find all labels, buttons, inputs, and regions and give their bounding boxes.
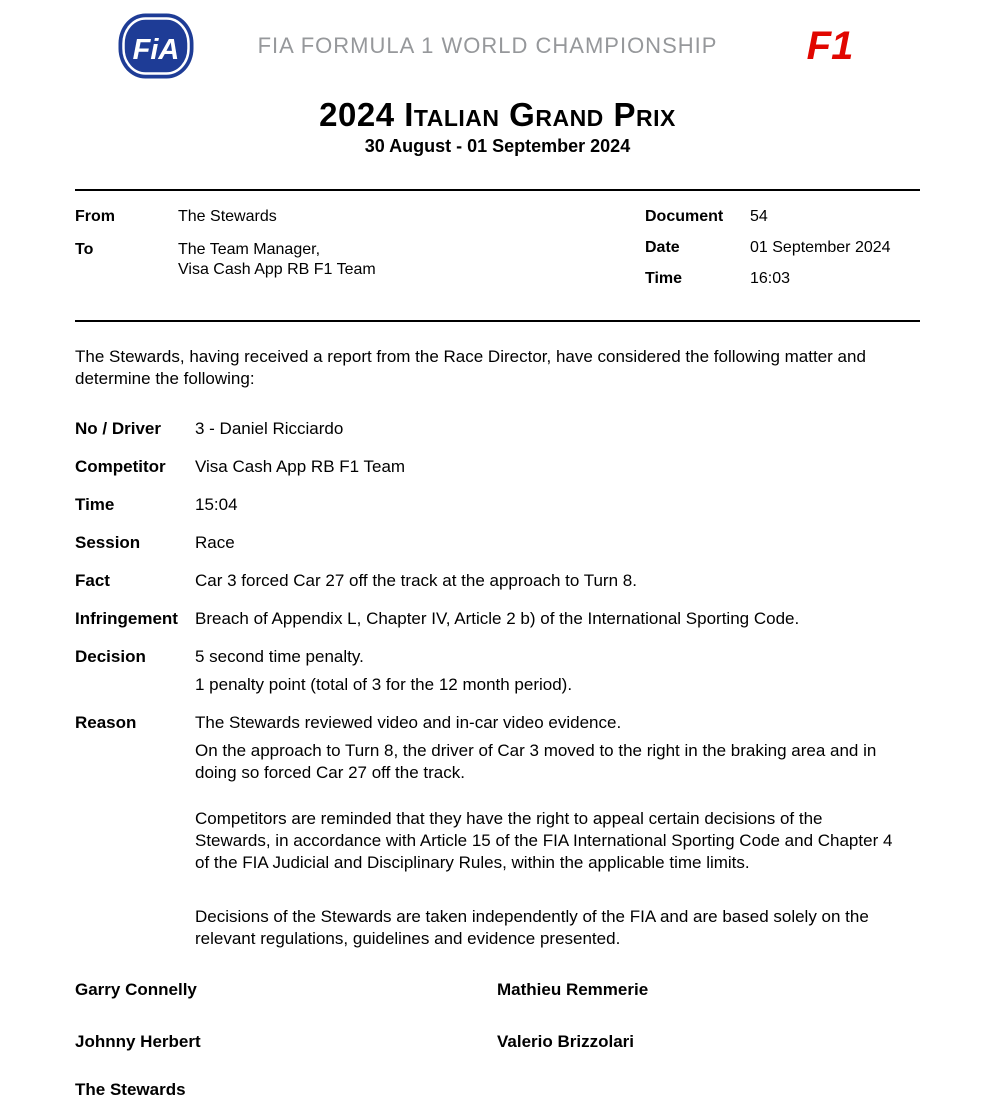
- case-time-value: 15:04: [195, 495, 238, 514]
- decision-label: Decision: [75, 647, 146, 666]
- case-details: [75, 418, 920, 784]
- signature-name: Valerio Brizzolari: [497, 1032, 634, 1051]
- case-row-session: [75, 532, 920, 554]
- session-label: Session: [75, 533, 141, 552]
- meta-table: [75, 207, 920, 300]
- session-value: Race: [195, 533, 235, 552]
- case-row-infringement: [75, 608, 920, 630]
- meta-row-from: [75, 207, 645, 227]
- meta-row-date: [645, 238, 920, 258]
- time-value: 16:03: [750, 270, 791, 287]
- no-driver-label: No / Driver: [75, 419, 161, 438]
- decision-value: [195, 646, 572, 696]
- signature-name: Johnny Herbert: [75, 1032, 201, 1051]
- case-row-competitor: [75, 456, 920, 478]
- signature-name: Mathieu Remmerie: [497, 980, 649, 999]
- meta-right-column: [645, 207, 920, 300]
- signature-footer: The Stewards: [75, 1080, 186, 1099]
- fia-logo-text: FiA: [132, 34, 180, 66]
- appeal-paragraph: Competitors are reminded that they have the right to appeal certain decisions of the Stewards, in accordance with Article 15 of the FIA International Sporting Code and Chapter 4 of the FIA Judicial and Disciplinary Rules, within the applicable time limits.: [195, 809, 893, 872]
- f1-logo-text: F1: [806, 27, 854, 65]
- reason-label: Reason: [75, 713, 137, 732]
- competitor-label: Competitor: [75, 457, 166, 476]
- independence-paragraph: Decisions of the Stewards are taken independently of the FIA and are based solely on the relevant regulations, guidelines and evidence presented.: [195, 907, 869, 948]
- decision-line1: 5 second time penalty.: [195, 647, 364, 666]
- event-dates: 30 August - 01 September 2024: [364, 136, 631, 156]
- fact-value: Car 3 forced Car 27 off the track at the approach to Turn 8.: [195, 571, 637, 590]
- case-time-label: Time: [75, 495, 115, 514]
- case-row-reason: [75, 712, 920, 784]
- to-value-line1: The Team Manager,: [178, 241, 321, 258]
- fact-label: Fact: [75, 571, 110, 590]
- reason-line2: On the approach to Turn 8, the driver of Car 3 moved to the right in the braking area and in doing so forced Car 27 off the track.: [195, 741, 877, 782]
- to-label: To: [75, 241, 94, 258]
- document-value: 54: [750, 208, 768, 225]
- signature-name: Garry Connelly: [75, 980, 197, 999]
- date-label: Date: [645, 239, 680, 256]
- case-row-no-driver: [75, 418, 920, 440]
- decision-line2: 1 penalty point (total of 3 for the 12 month period).: [195, 675, 573, 694]
- f1-logo: [780, 27, 880, 65]
- reason-value: [195, 712, 900, 784]
- meta-row-time: [645, 269, 920, 289]
- competitor-value: Visa Cash App RB F1 Team: [195, 457, 406, 476]
- divider-middle: [75, 320, 920, 322]
- case-row-time: [75, 494, 920, 516]
- from-value: The Stewards: [178, 208, 277, 225]
- document-label: Document: [645, 208, 724, 225]
- time-label: Time: [645, 270, 683, 287]
- to-value: [178, 240, 376, 280]
- infringement-label: Infringement: [75, 609, 178, 628]
- document-header: [75, 10, 920, 82]
- signatures: [75, 978, 920, 1054]
- from-label: From: [75, 208, 115, 225]
- date-value: 01 September 2024: [750, 239, 891, 256]
- fia-logo: [117, 12, 195, 80]
- championship-title: FIA FORMULA 1 WORLD CHAMPIONSHIP: [257, 33, 718, 58]
- no-driver-value: 3 - Daniel Ricciardo: [195, 419, 344, 438]
- meta-row-document: [645, 207, 920, 227]
- meta-left-column: [75, 207, 645, 300]
- reason-line1: The Stewards reviewed video and in-car video evidence.: [195, 713, 622, 732]
- signature-column-right: [497, 978, 648, 1054]
- to-value-line2: Visa Cash App RB F1 Team: [178, 261, 376, 278]
- divider-top: [75, 189, 920, 191]
- signature-column-left: [75, 978, 497, 1054]
- intro-paragraph: The Stewards, having received a report from the Race Director, have considered the following matter and determine the following:: [75, 347, 866, 388]
- case-row-fact: [75, 570, 920, 592]
- meta-row-to: [75, 240, 645, 280]
- event-title: 2024 Italian Grand Prix: [319, 96, 676, 133]
- infringement-value: Breach of Appendix L, Chapter IV, Article 2 b) of the International Sporting Code.: [195, 609, 800, 628]
- case-row-decision: [75, 646, 920, 696]
